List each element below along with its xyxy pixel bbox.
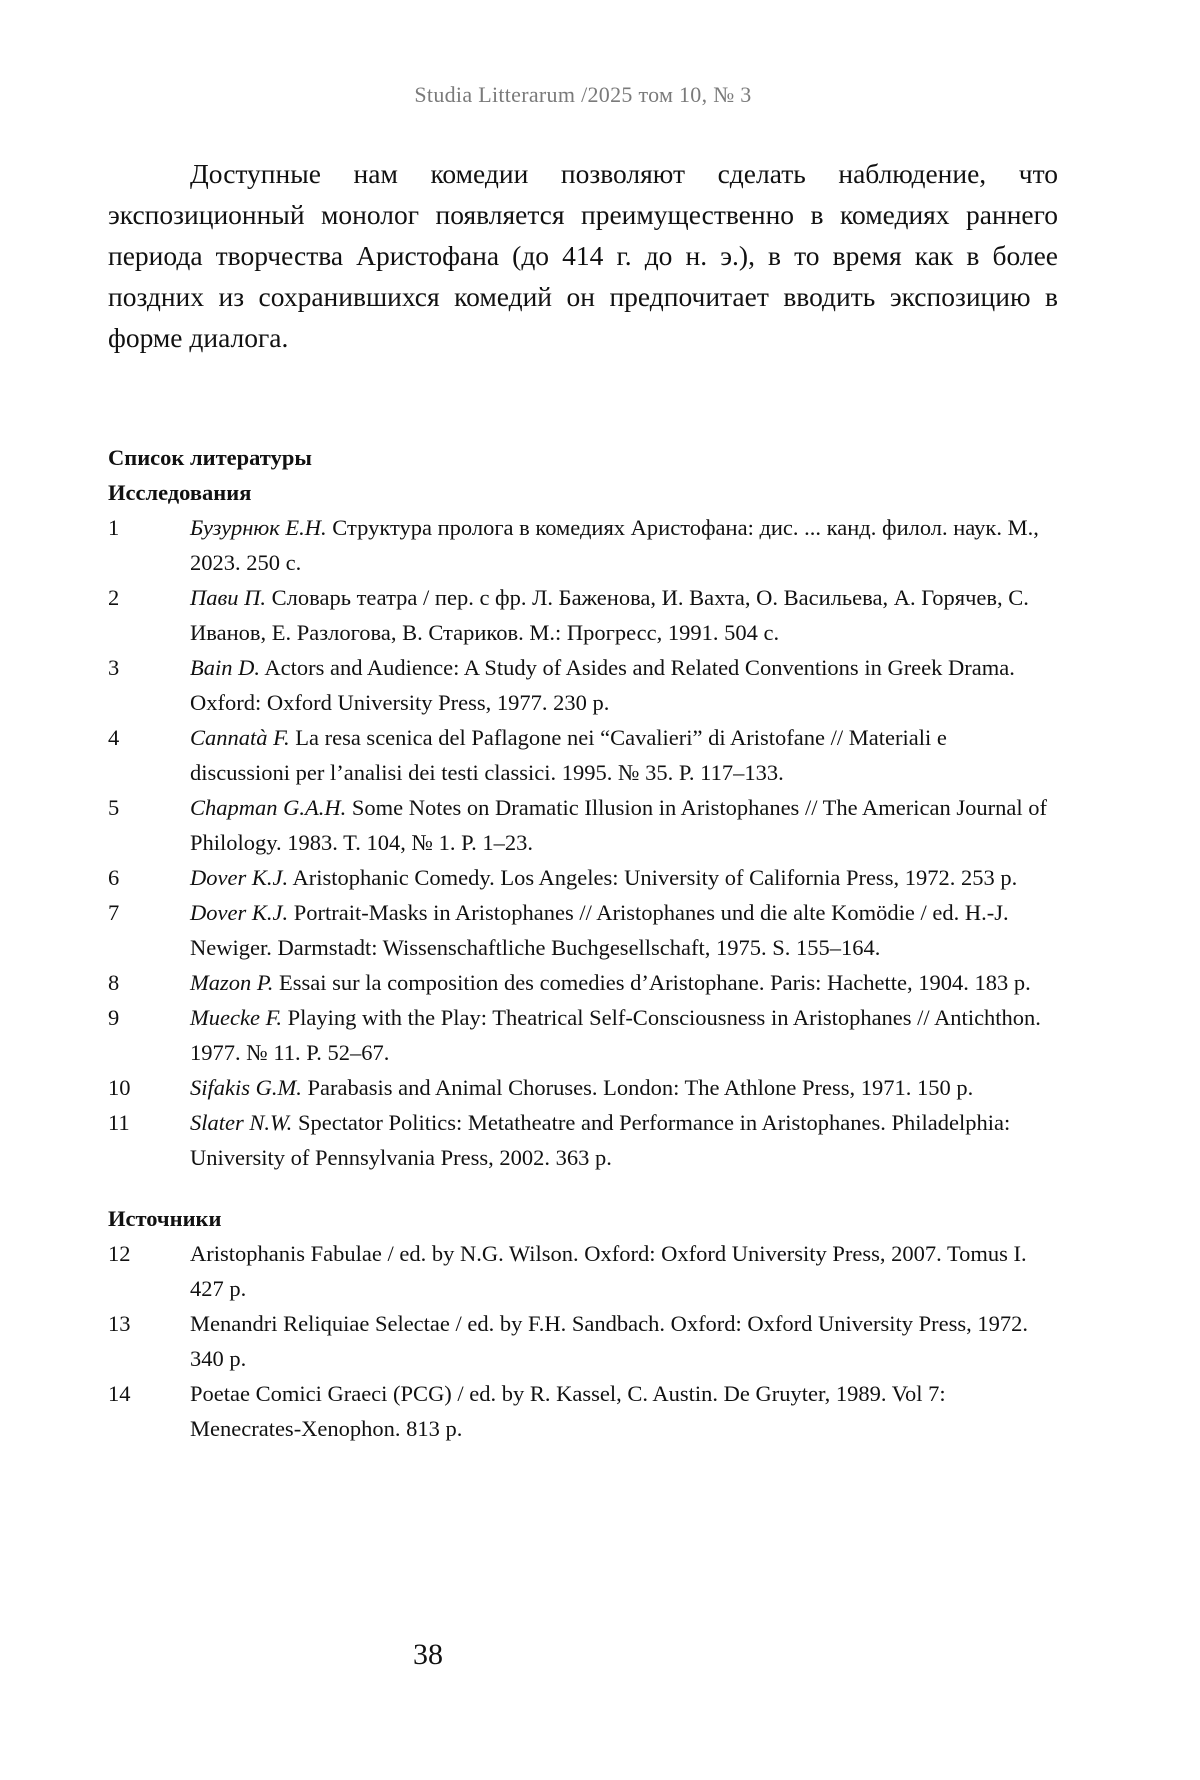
reference-author: Пави П.: [190, 585, 267, 610]
reference-author: Chapman G.A.H.: [190, 795, 347, 820]
reference-item: [108, 965, 1058, 1000]
reference-text: [190, 860, 1058, 895]
page-number: 38: [413, 1638, 443, 1671]
reference-text: [190, 895, 1058, 965]
reference-author: Sifakis G.M.: [190, 1075, 302, 1100]
reference-author: Dover K.J.: [190, 865, 289, 890]
reference-number: 4: [108, 725, 120, 750]
reference-text: [190, 965, 1058, 1000]
reference-author: Mazon P.: [190, 970, 274, 995]
reference-author: Bain D.: [190, 655, 260, 680]
reference-text: [190, 1306, 1058, 1376]
reference-body: Essai sur la composition des comedies d’Aristophane. Paris: Hachette, 1904. 183 p.: [273, 970, 1031, 995]
reference-body: Spectator Politics: Metatheatre and Performance in Aristophanes. Philadelphia: University of Pennsylvania Press, 2002. 363 p.: [190, 1110, 1011, 1170]
reference-author: Muecke F.: [190, 1005, 283, 1030]
reference-number: 11: [108, 1110, 130, 1135]
reference-number: 1: [108, 515, 120, 540]
reference-body: Actors and Audience: A Study of Asides and Related Conventions in Greek Drama. Oxford: Oxford University Press, 1977. 230 p.: [190, 655, 1015, 715]
reference-text: [190, 1000, 1058, 1070]
reference-author: Cannatà F.: [190, 725, 290, 750]
reference-body: Menandri Reliquiae Selectae / ed. by F.H. Sandbach. Oxford: Oxford University Press, 1972. 340 p.: [190, 1311, 1029, 1371]
reference-text: [190, 650, 1058, 720]
reference-item: [108, 1105, 1058, 1175]
reference-body: Playing with the Play: Theatrical Self-Consciousness in Aristophanes // Antichthon. 1977. № 11. P. 52–67.: [190, 1005, 1041, 1065]
reference-author: Slater N.W.: [190, 1110, 293, 1135]
reference-item: [108, 650, 1058, 720]
reference-item: [108, 510, 1058, 580]
reference-body: Словарь театра / пер. с фр. Л. Баженова, И. Вахта, О. Васильева, А. Горячев, С. Иванов, Е. Разлогова, В. Стариков. М.: Прогресс, 1991. 504 с.: [190, 585, 1029, 645]
reference-text: [190, 1105, 1058, 1175]
bibliography-title: Список литературы: [108, 445, 312, 470]
reference-item: [108, 1000, 1058, 1070]
reference-body: Portrait-Masks in Aristophanes // Aristophanes und die alte Komödie / ed. H.-J. Newiger. Darmstadt: Wissenschaftliche Buchgesellschaft, 1975. S. 155–164.: [190, 900, 1009, 960]
reference-number: 13: [108, 1311, 131, 1336]
reference-text: [190, 720, 1058, 790]
body-paragraph: Доступные нам комедии позволяют сделать наблюдение, что экспозиционный монолог появляется преимущественно в комедиях раннего периода творчества Аристофана (до 414 г. до н. э.), в то время как в более поздних из сохранившихся комедий он предпочитает вводить экспозицию в форме диалога.: [108, 158, 1058, 353]
reference-number: 6: [108, 865, 120, 890]
reference-author: Бузурнюк Е.Н.: [190, 515, 327, 540]
studies-heading: Исследования: [108, 480, 252, 505]
reference-number: 9: [108, 1005, 120, 1030]
reference-body: Parabasis and Animal Choruses. London: The Athlone Press, 1971. 150 p.: [301, 1075, 974, 1100]
reference-number: 8: [108, 970, 120, 995]
reference-number: 7: [108, 900, 120, 925]
reference-body: Aristophanic Comedy. Los Angeles: University of California Press, 1972. 253 p.: [288, 865, 1018, 890]
reference-item: [108, 860, 1058, 895]
reference-body: Poetae Comici Graeci (PCG) / ed. by R. Kassel, C. Austin. De Gruyter, 1989. Vol 7: Menecrates-Xenophon. 813 p.: [190, 1381, 946, 1441]
reference-text: [190, 1376, 1058, 1446]
reference-number: 3: [108, 655, 120, 680]
reference-item: [108, 1306, 1058, 1376]
reference-number: 10: [108, 1075, 131, 1100]
running-header: Studia Litterarum /2025 том 10, № 3: [414, 82, 752, 107]
reference-item: [108, 720, 1058, 790]
reference-text: [190, 580, 1058, 650]
reference-number: 5: [108, 795, 120, 820]
reference-body: Структура пролога в комедиях Аристофана: дис. ... канд. филол. наук. М., 2023. 250 с.: [190, 515, 1039, 575]
reference-item: [108, 790, 1058, 860]
reference-author: Dover K.J.: [190, 900, 289, 925]
reference-item: [108, 1070, 1058, 1105]
reference-number: 14: [108, 1381, 131, 1406]
reference-number: 12: [108, 1241, 131, 1266]
reference-body: Aristophanis Fabulae / ed. by N.G. Wilson. Oxford: Oxford University Press, 2007. Tomus I. 427 p.: [190, 1241, 1027, 1301]
reference-number: 2: [108, 585, 120, 610]
reference-body: La resa scenica del Paflagone nei “Cavalieri” di Aristofane // Materiali e discussioni per l’analisi dei testi classici. 1995. № 35. P. 117–133.: [190, 725, 947, 785]
reference-item: [108, 895, 1058, 965]
reference-text: [190, 1070, 1058, 1105]
reference-item: [108, 1236, 1058, 1306]
reference-item: [108, 1376, 1058, 1446]
bibliography: [108, 440, 1058, 1446]
reference-text: [190, 1236, 1058, 1306]
reference-item: [108, 580, 1058, 650]
reference-body: Some Notes on Dramatic Illusion in Aristophanes // The American Journal of Philology. 1983. T. 104, № 1. P. 1–23.: [190, 795, 1047, 855]
reference-text: [190, 510, 1058, 580]
reference-text: [190, 790, 1058, 860]
sources-list: [108, 1236, 1058, 1446]
sources-heading: Источники: [108, 1206, 222, 1231]
studies-list: [108, 510, 1058, 1175]
